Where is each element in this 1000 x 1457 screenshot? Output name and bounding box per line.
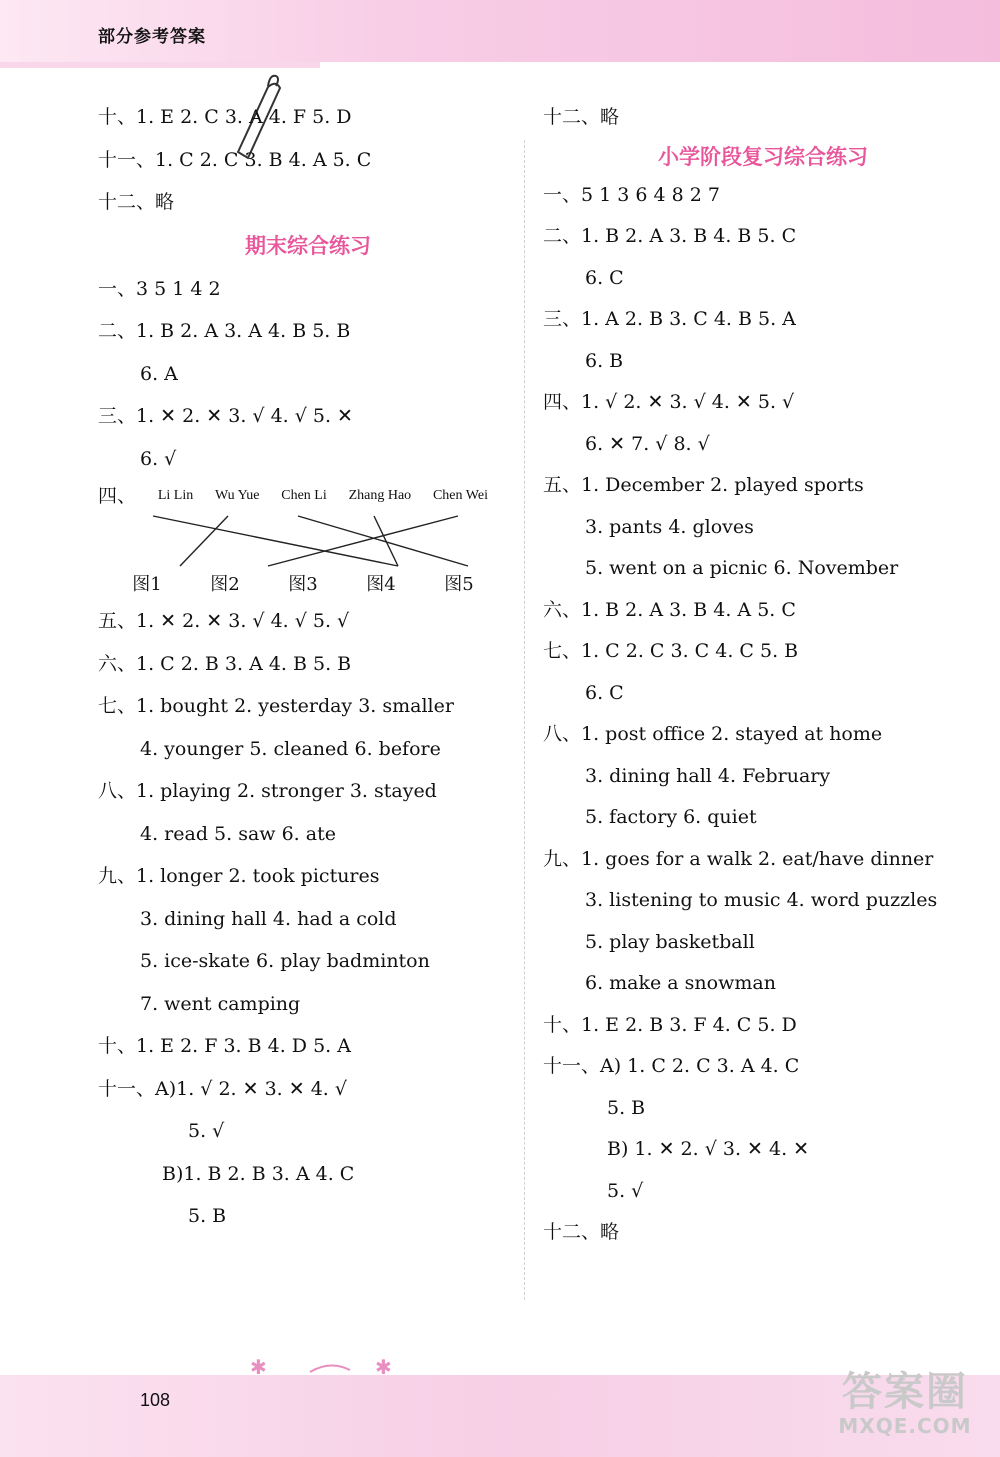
answer-line: 三、1. A 2. B 3. C 4. B 5. A	[543, 308, 796, 330]
answer-line: 三、1. ✕ 2. ✕ 3. √ 4. √ 5. ✕	[98, 405, 353, 427]
answer-line: 3. listening to music 4. word puzzles	[585, 889, 938, 911]
answer-line: 十一、1. C 2. C 3. B 4. A 5. C	[98, 148, 372, 171]
answer-line: 十二、略	[98, 191, 175, 213]
answer-line: 十、1. E 2. C 3. A 4. F 5. D	[98, 106, 352, 128]
page-number: 108	[140, 1390, 171, 1410]
answer-line: 6. A	[140, 362, 178, 385]
figure-row	[98, 570, 498, 600]
answer-line: 7. went camping	[140, 992, 301, 1015]
svg-text:✱: ✱	[250, 1355, 267, 1379]
column-divider	[524, 140, 525, 1300]
answer-line: 九、1. longer 2. took pictures	[98, 865, 380, 887]
answer-line: 六、1. C 2. B 3. A 4. B 5. B	[98, 652, 352, 675]
answer-line: 5. √	[188, 1120, 225, 1142]
answer-line: 一、3 5 1 4 2	[98, 277, 221, 300]
answer-line: 七、1. bought 2. yesterday 3. smaller	[98, 695, 454, 717]
left-column	[98, 96, 518, 1238]
name-row	[98, 480, 488, 512]
answer-line: 十一、A) 1. C 2. C 3. A 4. C	[543, 1055, 800, 1077]
answer-line: 九、1. goes for a walk 2. eat/have dinner	[543, 847, 934, 870]
figure-label: 图3	[288, 574, 318, 595]
section-title-final: 期末综合练习	[245, 233, 371, 258]
answer-line: 五、1. ✕ 2. ✕ 3. √ 4. √ 5. √	[98, 610, 350, 632]
name-label: Chen Li	[281, 488, 327, 503]
answer-line: 6. B	[585, 349, 624, 372]
watermark-url: MXQE.COM	[838, 1414, 972, 1438]
answer-line: 八、1. playing 2. stronger 3. stayed	[98, 780, 437, 802]
answer-line: 十一、A)1. √ 2. ✕ 3. ✕ 4. √	[98, 1077, 347, 1100]
answer-line: 3. pants 4. gloves	[585, 515, 754, 538]
answer-line: 6. make a snowman	[585, 972, 776, 994]
matching-question	[98, 480, 518, 600]
header-band-accent	[0, 62, 320, 68]
answer-line: 5. play basketball	[585, 930, 755, 953]
answer-line: 四、1. √ 2. ✕ 3. √ 4. ✕ 5. √	[543, 391, 795, 413]
watermark-text: 答案圈	[842, 1369, 968, 1415]
answer-line: 5. B	[607, 1096, 646, 1119]
answer-line: 八、1. post office 2. stayed at home	[543, 723, 883, 745]
answer-line: B) 1. ✕ 2. √ 3. ✕ 4. ✕	[607, 1138, 810, 1160]
answer-line: 5. factory 6. quiet	[585, 806, 757, 828]
name-label: Wu Yue	[215, 488, 260, 503]
q4-label: 四、	[98, 485, 137, 507]
answer-line: 十、1. E 2. F 3. B 4. D 5. A	[98, 1035, 351, 1057]
answer-line: 二、1. B 2. A 3. B 4. B 5. C	[543, 225, 797, 247]
figure-label: 图5	[444, 574, 474, 595]
answer-line: 6. √	[140, 447, 177, 470]
answer-line: 十二、略	[543, 106, 620, 128]
answer-line: 6. ✕ 7. √ 8. √	[585, 432, 710, 455]
answer-line: 六、1. B 2. A 3. B 4. A 5. C	[543, 598, 796, 621]
answer-line: 二、1. B 2. A 3. A 4. B 5. B	[98, 320, 351, 342]
answer-line: 十二、略	[543, 1221, 620, 1243]
matching-lines	[98, 512, 488, 570]
flower-doodle-icon	[250, 1352, 420, 1382]
answer-line: 五、1. December 2. played sports	[543, 474, 864, 496]
answer-line: 一、5 1 3 6 4 8 2 7	[543, 183, 720, 206]
answer-line: 4. read 5. saw 6. ate	[140, 822, 336, 845]
header-label: 部分参考答案	[98, 27, 206, 47]
name-label: Li Lin	[157, 488, 194, 503]
answer-line: 5. went on a picnic 6. November	[585, 557, 899, 579]
answer-line: 5. B	[188, 1205, 227, 1227]
answer-line: 3. dining hall 4. February	[585, 764, 831, 787]
answer-line: 4. younger 5. cleaned 6. before	[140, 737, 441, 760]
answer-line: 6. C	[585, 681, 624, 704]
answer-line: 6. C	[585, 266, 624, 289]
section-title-review: 小学阶段复习综合练习	[658, 144, 868, 169]
figure-label: 图2	[210, 574, 240, 595]
answer-line: 3. dining hall 4. had a cold	[140, 907, 397, 930]
figure-label: 图1	[132, 574, 162, 595]
name-label: Zhang Hao	[348, 488, 412, 503]
match-line	[374, 516, 398, 566]
answer-line: B)1. B 2. B 3. A 4. C	[162, 1162, 355, 1185]
answer-line: 5. ice-skate 6. play badminton	[140, 950, 430, 972]
svg-text:✱: ✱	[375, 1355, 392, 1379]
answer-line: 七、1. C 2. C 3. C 4. C 5. B	[543, 640, 799, 662]
answer-line: 十、1. E 2. B 3. F 4. C 5. D	[543, 1013, 797, 1036]
answer-line: 5. √	[607, 1179, 644, 1202]
name-label: Chen Wei	[432, 488, 488, 503]
watermark-logo	[825, 1370, 985, 1438]
match-line	[298, 516, 468, 566]
right-column	[543, 96, 983, 1254]
figure-label: 图4	[366, 574, 396, 595]
